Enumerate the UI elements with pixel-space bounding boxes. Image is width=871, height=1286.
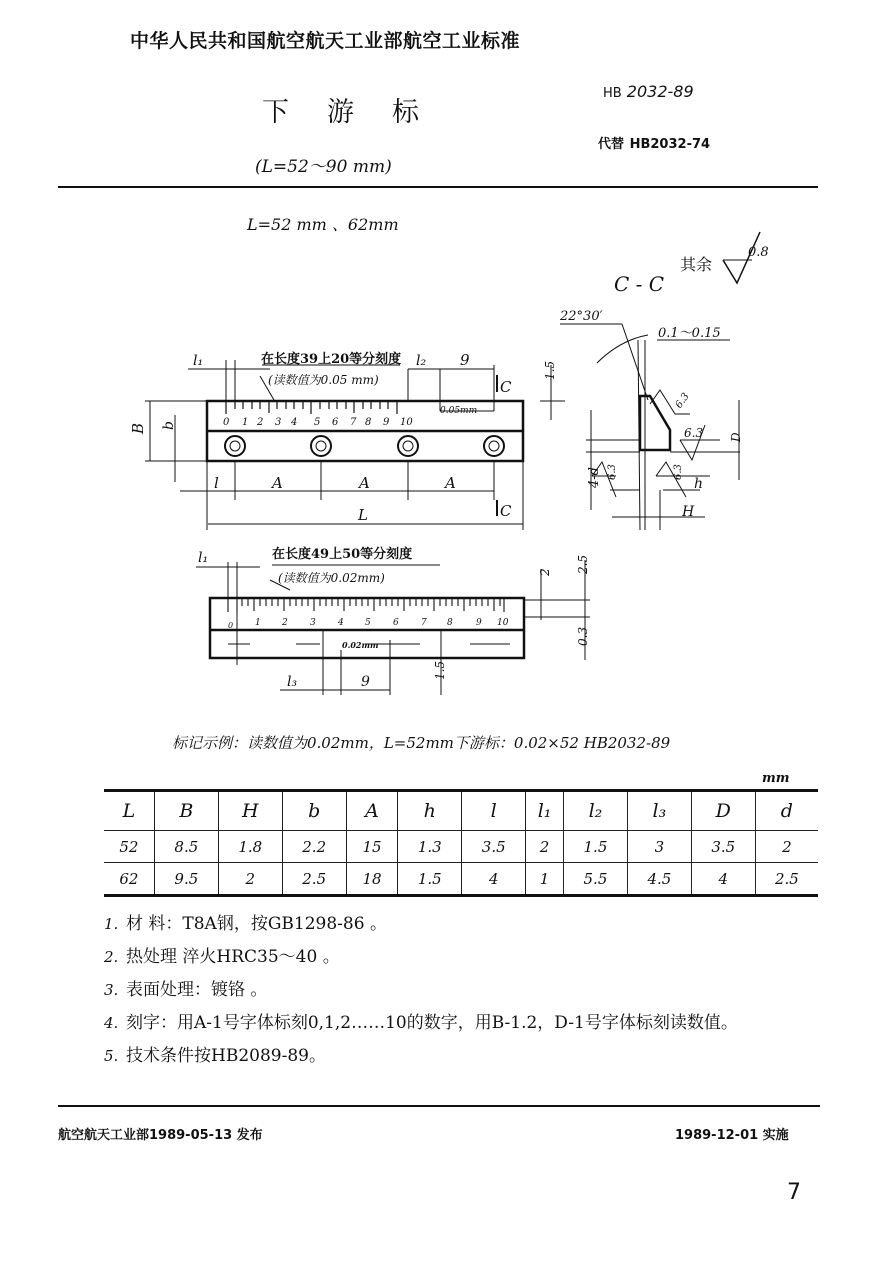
table-cell: 3 — [627, 831, 691, 863]
table-row — [104, 831, 818, 863]
table-row — [104, 863, 818, 896]
table-cell: 2.5 — [282, 863, 346, 896]
svg-text:0: 0 — [223, 417, 230, 428]
table-cell: 2.2 — [282, 831, 346, 863]
col-header: L — [104, 791, 154, 831]
dim-nine-v2: 9 — [361, 674, 370, 690]
dim-l: l — [214, 474, 219, 492]
col-header: B — [154, 791, 218, 831]
scale-digits-002 — [255, 618, 509, 628]
col-header: l₃ — [627, 791, 691, 831]
table-cell: 4 — [462, 863, 526, 896]
col-header: H — [218, 791, 282, 831]
table-cell: 1.3 — [398, 831, 462, 863]
roughness-a: 6.3 — [673, 391, 692, 411]
scale-note-002-line1: 在长度49上50等分刻度 — [272, 547, 413, 562]
roughness-b: 6.3 — [684, 426, 704, 440]
svg-text:10: 10 — [400, 417, 413, 428]
dim-L: L — [358, 506, 368, 524]
note-item: 2. 热处理 淬火HRC35～40 。 — [104, 947, 340, 967]
table-cell: 62 — [104, 863, 154, 896]
document-title: 下游标 — [262, 97, 457, 128]
col-header: l₁ — [526, 791, 564, 831]
scale-digits-005 — [223, 417, 413, 428]
dim-h: h — [694, 476, 704, 492]
svg-text:7: 7 — [350, 417, 357, 428]
table-cell: 4 — [691, 863, 755, 896]
dim-A1: A — [272, 474, 283, 492]
svg-text:3: 3 — [310, 618, 316, 628]
roughness-rest-value: 0.8 — [748, 245, 769, 260]
table-unit: mm — [762, 771, 790, 786]
roughness-c: 6.3 — [607, 464, 618, 480]
note-item: 3. 表面处理：镀铬 。 — [104, 980, 268, 1000]
table-cell: 9.5 — [154, 863, 218, 896]
svg-text:6: 6 — [393, 618, 399, 628]
dim-H: H — [682, 504, 695, 520]
table-cell: 1.5 — [563, 831, 627, 863]
svg-text:4: 4 — [338, 618, 344, 628]
vernier-ticks — [228, 598, 504, 612]
dim-2-5: 2.5 — [576, 554, 590, 574]
table-cell: 2 — [526, 831, 564, 863]
dim-l3: l₃ — [287, 674, 298, 690]
svg-text:1: 1 — [255, 618, 261, 628]
scale-note-005-line1: 在长度39上20等分刻度 — [261, 352, 402, 367]
col-header: l₂ — [563, 791, 627, 831]
table-cell: 2 — [755, 831, 818, 863]
svg-text:5: 5 — [314, 417, 321, 428]
lengths-label: L=52 mm 、62mm — [247, 215, 399, 234]
table-cell: 1.5 — [398, 863, 462, 896]
dim-1-5-bottom: 1.5 — [433, 660, 447, 680]
col-header: d — [755, 791, 818, 831]
angle-label: 22°30′ — [560, 309, 603, 324]
table-cell: 5.5 — [563, 863, 627, 896]
dim-l1-v2: l₁ — [198, 550, 209, 566]
table-cell: 3.5 — [691, 831, 755, 863]
dim-4-d: 4-d — [587, 467, 602, 488]
scale-digit-0: 0 — [228, 621, 234, 630]
page-number: 7 — [787, 1180, 801, 1205]
svg-text:9: 9 — [383, 417, 390, 428]
col-header: D — [691, 791, 755, 831]
section-mark-bottom: C — [500, 502, 512, 520]
section-mark-top: C — [500, 378, 512, 396]
issued-date: 航空航天工业部1989-05-13 发布 — [58, 1128, 263, 1143]
table-cell: 3.5 — [462, 831, 526, 863]
dim-l2: l₂ — [416, 353, 427, 369]
dim-2: 2 — [538, 568, 552, 576]
dim-0-3: 0.3 — [576, 626, 590, 646]
col-header: h — [398, 791, 462, 831]
table-cell: 1.8 — [218, 831, 282, 863]
gap-label: 0.1～0.15 — [658, 326, 721, 341]
marking-example: 标记示例：读数值为0.02mm，L=52mm下游标：0.02×52 HB2032-89 — [172, 734, 671, 752]
table-cell: 1 — [526, 863, 564, 896]
dim-l1: l₁ — [193, 353, 204, 369]
standard-number-value: 2032-89 — [626, 82, 694, 101]
col-header: l — [462, 791, 526, 831]
table-cell: 15 — [346, 831, 398, 863]
table-cell: 2 — [218, 863, 282, 896]
table-cell: 18 — [346, 863, 398, 896]
table-cell: 4.5 — [627, 863, 691, 896]
svg-text:8: 8 — [365, 417, 372, 428]
dim-A2: A — [359, 474, 370, 492]
col-header: b — [282, 791, 346, 831]
svg-text:7: 7 — [421, 618, 427, 628]
svg-text:6: 6 — [332, 417, 339, 428]
note-item: 4. 刻字：用A-1号字体标刻0,1,2……10的数字，用B-1.2，D-1号字体标刻读数值。 — [104, 1013, 738, 1033]
svg-text:1: 1 — [242, 417, 249, 428]
dim-D: D — [729, 432, 743, 442]
replaces-label: 代替 — [598, 137, 625, 152]
svg-text:9: 9 — [476, 618, 482, 628]
dim-1-5-top: 1.5 — [543, 360, 557, 380]
svg-text:10: 10 — [497, 618, 509, 628]
svg-text:5: 5 — [365, 618, 371, 628]
dim-b: b — [161, 421, 177, 430]
mounting-holes — [225, 436, 504, 456]
roughness-rest-label: 其余 — [680, 255, 713, 274]
standard-prefix: HB — [603, 86, 622, 101]
table-header-row — [104, 791, 818, 831]
scale-note-005-line2: (读数值为0.05 mm) — [268, 373, 379, 387]
scale-note-002-line2: (读数值为0.02mm) — [278, 571, 385, 585]
svg-text:4: 4 — [291, 417, 298, 428]
note-item: 1. 材 料：T8A钢，按GB1298-86 。 — [104, 914, 387, 934]
dim-nine: 9 — [460, 351, 470, 369]
dim-A3: A — [445, 474, 456, 492]
svg-text:8: 8 — [447, 618, 453, 628]
svg-text:3: 3 — [275, 417, 282, 428]
effective-date: 1989-12-01 实施 — [675, 1128, 789, 1143]
roughness-d: 6.3 — [673, 464, 684, 480]
dim-B: B — [129, 422, 147, 434]
svg-text:2: 2 — [282, 618, 288, 628]
table-cell: 2.5 — [755, 863, 818, 896]
replaces-number: HB2032-74 — [629, 137, 711, 152]
note-item: 5. 技术条件按HB2089-89。 — [104, 1046, 326, 1066]
table-cell: 52 — [104, 831, 154, 863]
issuer-line: 中华人民共和国航空航天工业部航空工业标准 — [130, 30, 521, 52]
dimension-table — [104, 789, 818, 897]
table-cell: 8.5 — [154, 831, 218, 863]
technical-notes — [104, 908, 738, 1073]
section-label: C - C — [614, 272, 665, 296]
document-subtitle: (L=52～90 mm) — [255, 157, 392, 177]
reading-label-005: 0.05mm — [440, 406, 478, 416]
svg-text:2: 2 — [257, 417, 264, 428]
col-header: A — [346, 791, 398, 831]
reading-label-002: 0.02mm — [342, 640, 379, 650]
footer-rule — [58, 1105, 820, 1107]
